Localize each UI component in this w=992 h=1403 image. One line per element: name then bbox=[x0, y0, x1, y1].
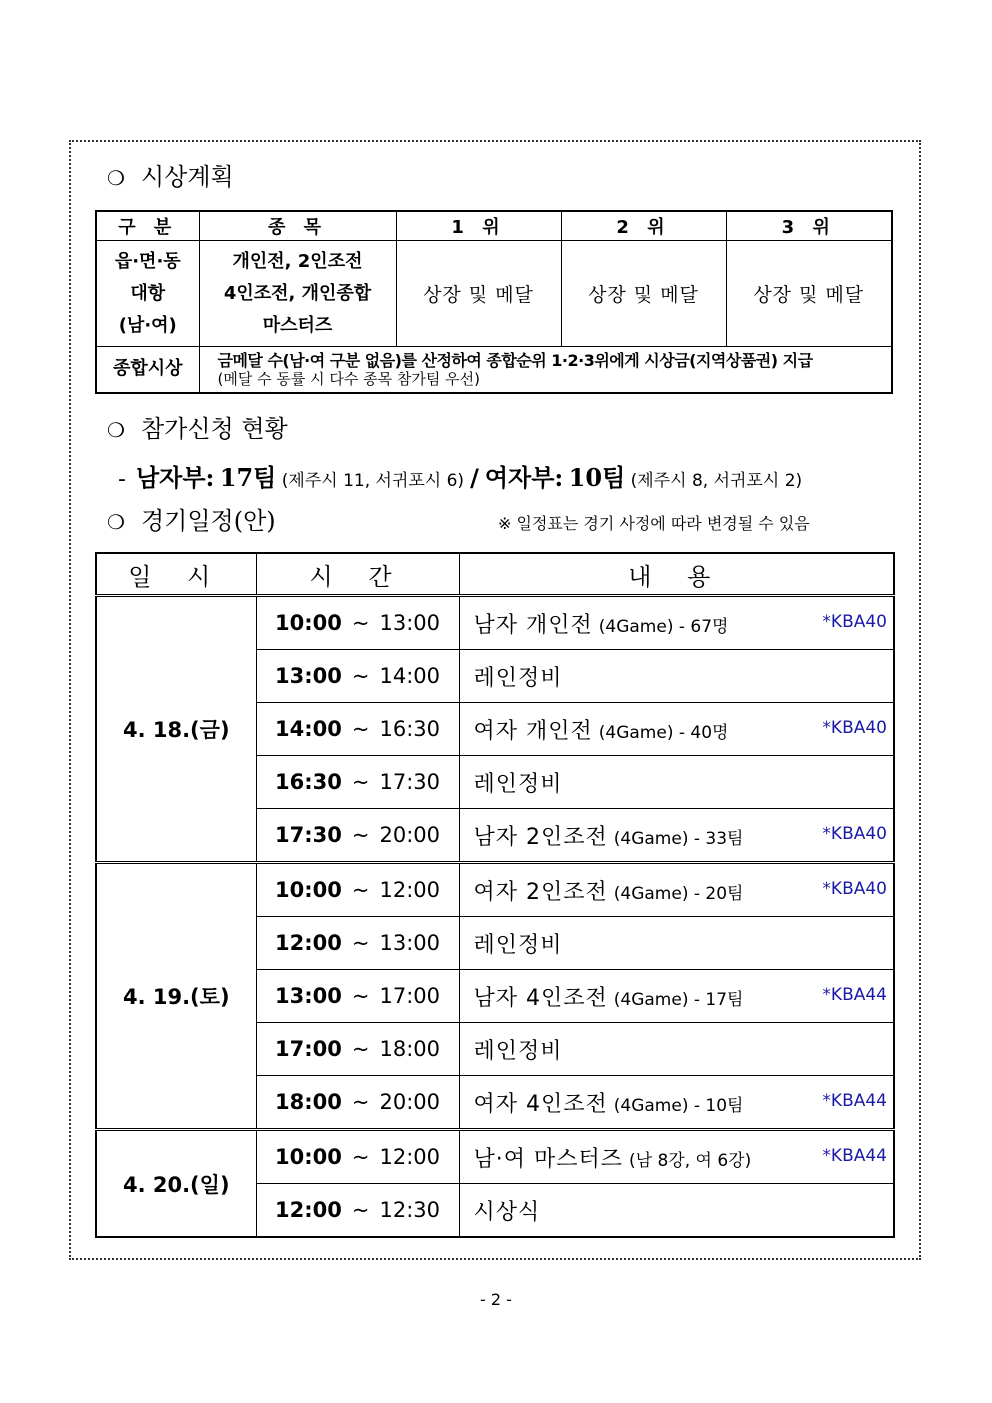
schedule-content bbox=[459, 863, 894, 917]
tilde: ~ bbox=[351, 1198, 370, 1222]
tilde: ~ bbox=[351, 1090, 370, 1114]
schedule-content bbox=[459, 756, 894, 809]
schedule-content bbox=[459, 1184, 894, 1238]
event-name: 레인정비 bbox=[473, 771, 563, 797]
start-time: 14:00 bbox=[275, 717, 342, 741]
schedule-time bbox=[256, 1023, 459, 1076]
schedule-note: ※ 일정표는 경기 사정에 따라 변경될 수 있음 bbox=[498, 514, 810, 533]
event-code: *KBA44 bbox=[822, 1091, 887, 1111]
schedule-time bbox=[256, 1076, 459, 1130]
first-prize-cell: 상장 및 메달 bbox=[396, 241, 561, 347]
start-time: 18:00 bbox=[275, 1090, 342, 1114]
overall-award-label: 종합시상 bbox=[96, 347, 199, 393]
schedule-time bbox=[256, 863, 459, 917]
start-time: 16:30 bbox=[275, 770, 342, 794]
schedule-table bbox=[95, 552, 895, 1238]
start-time: 10:00 bbox=[275, 1145, 342, 1169]
event-detail: (남 8강, 여 6강) bbox=[629, 1150, 752, 1171]
end-time: 17:30 bbox=[379, 770, 440, 794]
schedule-row bbox=[96, 1130, 894, 1184]
event-detail: (4Game) - 40명 bbox=[598, 722, 729, 743]
schedule-content bbox=[459, 703, 894, 756]
start-time: 10:00 bbox=[275, 878, 342, 902]
event-code: *KBA40 bbox=[822, 612, 887, 632]
event-name: 레인정비 bbox=[473, 1038, 563, 1064]
schedule-time bbox=[256, 1184, 459, 1238]
award-events-cell: 개인전, 2인조전 4인조전, 개인종합 마스터즈 bbox=[199, 241, 396, 347]
schedule-row bbox=[96, 863, 894, 917]
event-name: 남·여 마스터즈 bbox=[473, 1146, 623, 1172]
schedule-time bbox=[256, 756, 459, 809]
schedule-time bbox=[256, 596, 459, 650]
event-name: 남자 4인조전 bbox=[473, 985, 608, 1011]
schedule-time bbox=[256, 917, 459, 970]
tilde: ~ bbox=[351, 717, 370, 741]
end-time: 20:00 bbox=[379, 823, 440, 847]
schedule-header-cell: 내 용 bbox=[459, 553, 894, 596]
start-time: 13:00 bbox=[275, 664, 342, 688]
event-name: 여자 4인조전 bbox=[473, 1091, 608, 1117]
event-code: *KBA40 bbox=[822, 718, 887, 738]
award-row-individual bbox=[96, 241, 892, 347]
schedule-content bbox=[459, 970, 894, 1023]
schedule-content bbox=[459, 1130, 894, 1184]
end-time: 12:00 bbox=[379, 878, 440, 902]
award-header-cell: 2 위 bbox=[561, 211, 726, 241]
award-header-cell: 1 위 bbox=[396, 211, 561, 241]
schedule-content bbox=[459, 650, 894, 703]
overall-award-description: 금메달 수(남·여 구분 없음)를 산정하여 종합순위 1·2·3위에게 시상금(지역상품권) 지급 (메달 수 동률 시 다수 종목 참가팀 우선) bbox=[199, 347, 892, 393]
entries-summary: - 남자부: 17팀 (제주시 11, 서귀포시 6) / 여자부: 10팀 (제주시 8, 서귀포시 2) bbox=[118, 463, 803, 492]
event-name: 여자 2인조전 bbox=[473, 879, 608, 905]
award-row-overall bbox=[96, 347, 892, 393]
event-name: 여자 개인전 bbox=[473, 718, 593, 744]
schedule-content bbox=[459, 1023, 894, 1076]
schedule-content bbox=[459, 1076, 894, 1130]
schedule-header-cell: 일 시 bbox=[96, 553, 256, 596]
schedule-time bbox=[256, 809, 459, 863]
award-header-cell: 종 목 bbox=[199, 211, 396, 241]
end-time: 14:00 bbox=[379, 664, 440, 688]
circle-bullet-icon: ❍ bbox=[107, 166, 125, 190]
awards-heading: ❍ 시상계획 bbox=[107, 163, 234, 191]
entries-heading: ❍ 참가신청 현황 bbox=[107, 415, 288, 443]
end-time: 18:00 bbox=[379, 1037, 440, 1061]
event-detail: (4Game) - 67명 bbox=[598, 616, 729, 637]
tilde: ~ bbox=[351, 823, 370, 847]
start-time: 12:00 bbox=[275, 931, 342, 955]
schedule-time bbox=[256, 970, 459, 1023]
end-time: 20:00 bbox=[379, 1090, 440, 1114]
event-name: 레인정비 bbox=[473, 665, 563, 691]
circle-bullet-icon: ❍ bbox=[107, 418, 125, 442]
start-time: 13:00 bbox=[275, 984, 342, 1008]
tilde: ~ bbox=[351, 611, 370, 635]
event-code: *KBA44 bbox=[822, 985, 887, 1005]
start-time: 12:00 bbox=[275, 1198, 342, 1222]
event-detail: (4Game) - 33팀 bbox=[613, 828, 744, 849]
schedule-date: 4. 20.(일) bbox=[96, 1130, 256, 1238]
start-time: 10:00 bbox=[275, 611, 342, 635]
event-detail: (4Game) - 20팀 bbox=[613, 883, 744, 904]
award-header-cell: 구 분 bbox=[96, 211, 199, 241]
start-time: 17:30 bbox=[275, 823, 342, 847]
schedule-heading: ❍ 경기일정(안) bbox=[107, 507, 276, 535]
event-code: *KBA44 bbox=[822, 1146, 887, 1166]
schedule-content bbox=[459, 596, 894, 650]
page-number: - 2 - bbox=[480, 1290, 512, 1309]
event-name: 레인정비 bbox=[473, 932, 563, 958]
event-code: *KBA40 bbox=[822, 879, 887, 899]
award-header-cell: 3 위 bbox=[726, 211, 892, 241]
tilde: ~ bbox=[351, 984, 370, 1008]
tilde: ~ bbox=[351, 1145, 370, 1169]
schedule-row bbox=[96, 596, 894, 650]
end-time: 16:30 bbox=[379, 717, 440, 741]
schedule-header-row bbox=[96, 553, 894, 596]
tilde: ~ bbox=[351, 664, 370, 688]
tilde: ~ bbox=[351, 931, 370, 955]
third-prize-cell: 상장 및 메달 bbox=[726, 241, 892, 347]
schedule-content bbox=[459, 917, 894, 970]
tilde: ~ bbox=[351, 1037, 370, 1061]
end-time: 13:00 bbox=[379, 931, 440, 955]
event-name: 남자 개인전 bbox=[473, 612, 593, 638]
end-time: 12:00 bbox=[379, 1145, 440, 1169]
tilde: ~ bbox=[351, 770, 370, 794]
schedule-time bbox=[256, 1130, 459, 1184]
event-name: 시상식 bbox=[473, 1199, 541, 1225]
schedule-date: 4. 18.(금) bbox=[96, 596, 256, 863]
schedule-content bbox=[459, 809, 894, 863]
award-category-cell: 읍·면·동 대항 (남·여) bbox=[96, 241, 199, 347]
schedule-time bbox=[256, 703, 459, 756]
event-name: 남자 2인조전 bbox=[473, 824, 608, 850]
end-time: 13:00 bbox=[379, 611, 440, 635]
schedule-header-cell: 시 간 bbox=[256, 553, 459, 596]
event-code: *KBA40 bbox=[822, 824, 887, 844]
circle-bullet-icon: ❍ bbox=[107, 510, 125, 534]
second-prize-cell: 상장 및 메달 bbox=[561, 241, 726, 347]
award-table bbox=[95, 210, 893, 394]
event-detail: (4Game) - 10팀 bbox=[613, 1095, 744, 1116]
schedule-date: 4. 19.(토) bbox=[96, 863, 256, 1130]
start-time: 17:00 bbox=[275, 1037, 342, 1061]
tilde: ~ bbox=[351, 878, 370, 902]
award-header-row bbox=[96, 211, 892, 241]
end-time: 12:30 bbox=[379, 1198, 440, 1222]
event-detail: (4Game) - 17팀 bbox=[613, 989, 744, 1010]
end-time: 17:00 bbox=[379, 984, 440, 1008]
schedule-time bbox=[256, 650, 459, 703]
